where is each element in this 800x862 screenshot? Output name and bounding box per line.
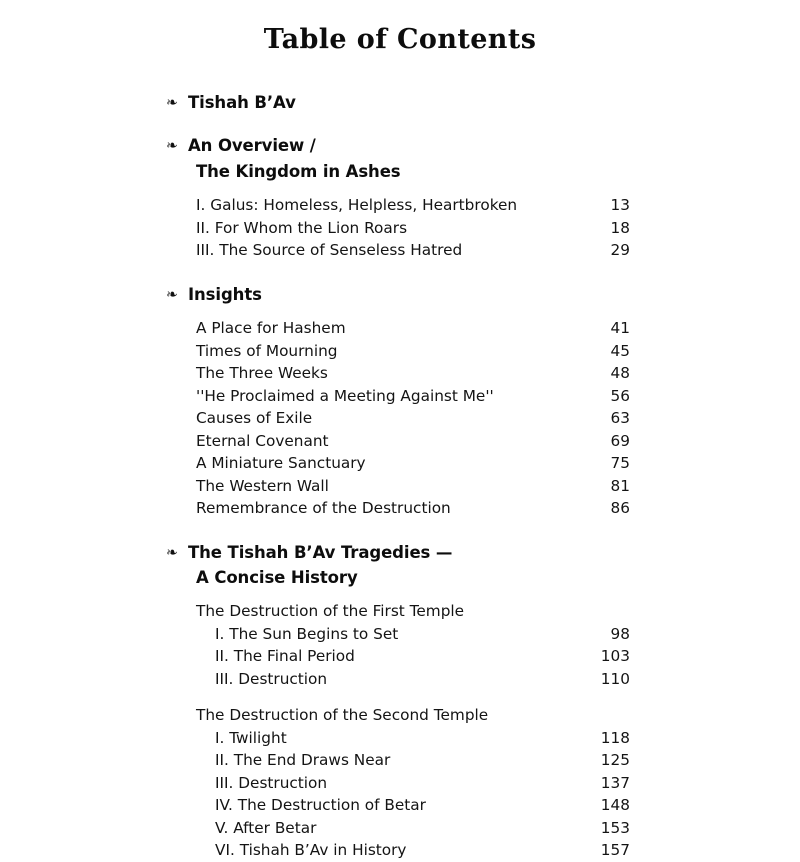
toc-entry-label: A Miniature Sanctuary [196,454,366,473]
spacer [166,262,630,284]
toc-entry-page: 86 [610,499,630,518]
toc-entry-page: 103 [600,647,630,666]
section-heading-tishah-bav [166,92,630,113]
toc-entry[interactable] [166,430,630,452]
toc-entry-label: II. For Whom the Lion Roars [196,218,408,237]
toc-entry[interactable] [166,340,630,362]
toc-entry-label: Times of Mourning [196,341,338,360]
toc-content [0,92,800,862]
aldus-leaf-ornament-icon: ❧ [166,286,178,303]
toc-entry[interactable] [166,239,630,261]
section-heading-line1: The Tishah B’Av Tragedies — [188,542,453,562]
section-heading-an-overview [166,135,630,182]
toc-entry-page: 18 [610,218,630,237]
toc-entry[interactable] [166,475,630,497]
toc-entry-page: 81 [610,476,630,495]
toc-entry-label: ''He Proclaimed a Meeting Against Me'' [196,386,494,405]
toc-entry[interactable] [166,668,630,690]
toc-entry-page: 137 [600,773,630,792]
toc-entry-page: 153 [600,818,630,837]
toc-entry-page: 157 [600,841,630,860]
toc-group-label-first-temple: The Destruction of the First Temple [196,602,465,621]
toc-entry[interactable] [166,839,630,861]
toc-entry-label: V. After Betar [215,818,317,837]
toc-entry[interactable] [166,497,630,519]
toc-entry-page: 125 [600,751,630,770]
toc-entry[interactable] [166,749,630,771]
toc-entry-label: I. Twilight [215,728,287,747]
toc-entry[interactable] [166,727,630,749]
aldus-leaf-ornament-icon: ❧ [166,95,178,111]
toc-entry-label: Causes of Exile [196,409,313,428]
section-heading-insights [166,284,630,305]
aldus-leaf-ornament-icon: ❧ [166,138,178,155]
toc-entry-page: 69 [610,431,630,450]
spacer [166,182,630,194]
toc-group-label-second-temple: The Destruction of the Second Temple [196,706,489,725]
section-heading-line1: Insights [188,284,262,304]
toc-entry-page: 45 [610,341,630,360]
toc-entry-label: III. Destruction [215,669,328,688]
toc-entry-label: VI. Tishah B’Av in History [215,841,407,860]
spacer [166,588,630,600]
toc-entry-page: 75 [610,454,630,473]
toc-entry-page: 13 [610,196,630,215]
toc-entry-page: 41 [610,319,630,338]
section-heading-line2: The Kingdom in Ashes [196,161,401,181]
toc-entry[interactable] [166,317,630,339]
toc-entry-label: III. Destruction [215,773,328,792]
toc-entry-page: 48 [610,364,630,383]
spacer [166,305,630,317]
toc-entry-label: A Place for Hashem [196,319,346,338]
spacer [166,113,630,135]
section-heading-line1: An Overview / [188,136,316,156]
page-title: Table of Contents [263,24,537,55]
toc-entry[interactable] [166,194,630,216]
toc-entry-label: II. The End Draws Near [215,751,391,770]
toc-entry-page: 56 [610,386,630,405]
section-heading-line1: Tishah B’Av [188,93,296,112]
toc-entry[interactable] [166,645,630,667]
toc-entry-label: The Western Wall [196,476,329,495]
toc-entry-page: 148 [600,796,630,815]
section-heading-line2: A Concise History [196,568,358,587]
toc-entry-label: I. The Sun Begins to Set [215,624,399,643]
toc-entry-label: I. Galus: Homeless, Helpless, Heartbroken [196,196,518,215]
toc-entry[interactable] [166,217,630,239]
toc-entry[interactable] [166,407,630,429]
toc-entry-page: 98 [610,624,630,643]
toc-entry-label: The Three Weeks [196,364,328,383]
spacer [166,520,630,542]
toc-entry[interactable] [166,817,630,839]
toc-entry-label: III. The Source of Senseless Hatred [196,241,463,260]
toc-entry-label: IV. The Destruction of Betar [215,796,426,815]
toc-entry[interactable] [166,623,630,645]
toc-entry[interactable] [166,794,630,816]
toc-entry-label: Remembrance of the Destruction [196,499,451,518]
toc-entry-label: Eternal Covenant [196,431,329,450]
entry-list-an-overview [166,194,630,261]
toc-entry-page: 29 [610,241,630,260]
toc-entry-page: 63 [610,409,630,428]
toc-entry[interactable] [166,772,630,794]
section-heading-tragedies [166,542,630,589]
entry-list-first-temple [166,623,630,690]
entry-list-insights [166,317,630,519]
toc-entry[interactable] [166,385,630,407]
toc-entry[interactable] [166,362,630,384]
toc-entry-page: 118 [600,728,630,747]
toc-entry-label: II. The Final Period [215,647,355,666]
toc-entry-page: 110 [600,669,630,688]
spacer [166,690,630,704]
toc-entry[interactable] [166,452,630,474]
entry-list-second-temple [166,727,630,862]
aldus-leaf-ornament-icon: ❧ [166,544,178,561]
